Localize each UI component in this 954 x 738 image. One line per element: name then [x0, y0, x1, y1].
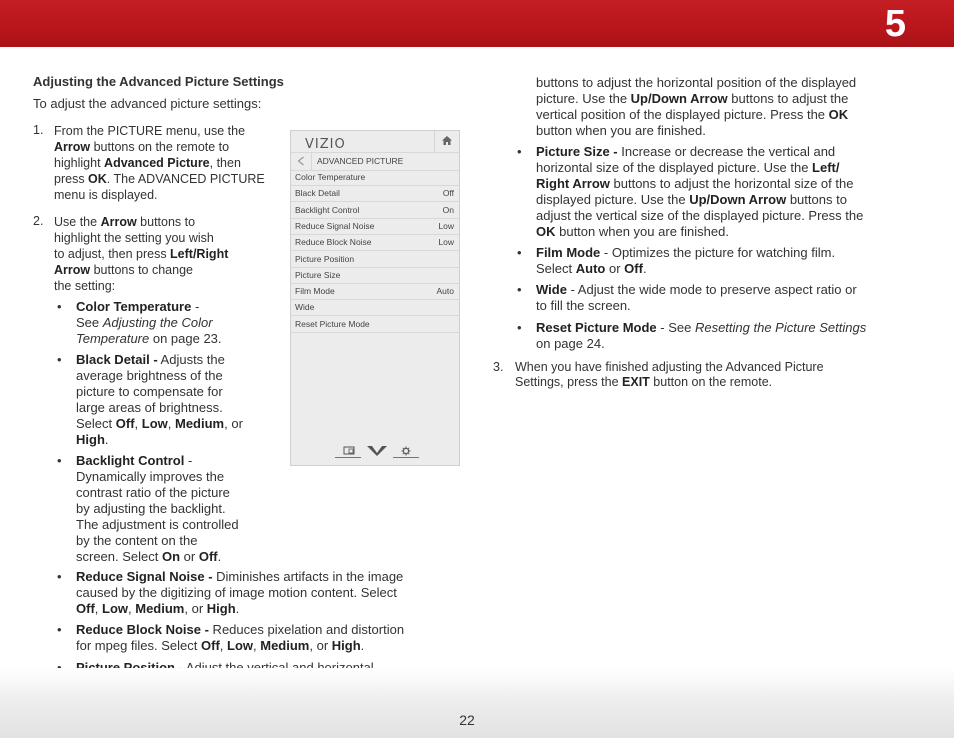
bullet-marker: • — [57, 569, 62, 584]
step-2-line: to adjust, then press Left/Right — [54, 247, 229, 261]
menu-item[interactable] — [291, 185, 459, 202]
menu-item[interactable] — [291, 234, 459, 251]
menu-item-label: Reduce Signal Noise — [295, 220, 375, 231]
bullet-picture-size: Picture Size - Increase or decrease the vertical and horizontal size of the displayed picture. Use the Left/ Right Arrow buttons to adjust the horizontal size of the displayed picture. Use the Up/Down Arrow buttons to adjust the vertical size of the displayed picture. Press the OK button when you are finished. — [536, 144, 864, 239]
bullet-marker: • — [517, 245, 522, 260]
menu-item[interactable] — [291, 316, 459, 333]
menu-item[interactable] — [291, 283, 459, 300]
bullet-marker: • — [57, 453, 62, 468]
menu-item-value: Low — [438, 237, 454, 248]
bullet-marker: • — [517, 320, 522, 335]
menu-item-label: Picture Position — [295, 253, 355, 264]
tv-menu-screenshot — [290, 130, 460, 466]
menu-item-label: Reduce Block Noise — [295, 237, 372, 248]
bullet-marker: • — [57, 622, 62, 637]
v-logo-icon — [366, 445, 388, 456]
menu-item-value: Off — [442, 188, 454, 199]
bullet-reduce-block-noise: Reduce Block Noise - Reduces pixelation and distortion for mpeg files. Select Off, Low, Medium, or High. — [76, 622, 405, 653]
step-2-text — [54, 214, 228, 294]
menu-item-value: Low — [438, 220, 454, 231]
menu-item[interactable] — [291, 218, 459, 235]
step-1-line: highlight Advanced Picture, then — [54, 156, 241, 170]
home-button[interactable] — [434, 131, 459, 152]
bullet-film-mode: Film Mode - Optimizes the picture for watching film. Select Auto or Off. — [536, 245, 836, 276]
menu-item[interactable] — [291, 299, 459, 316]
bullet-color-temperature: Color Temperature - See Adjusting the Color Temperature on page 23. — [76, 299, 222, 346]
bullet-reduce-signal-noise: Reduce Signal Noise - Diminishes artifacts in the image caused by the digitizing of image motion content. Select Off, Low, Medium, or High. — [76, 569, 404, 616]
menu-item[interactable] — [291, 202, 459, 219]
bullet-marker: • — [57, 299, 62, 314]
menu-item-value: Auto — [436, 286, 454, 297]
page-number-wrap — [0, 712, 954, 728]
step-2-line: Use the Arrow buttons to — [54, 215, 196, 229]
step-1-line: From the PICTURE menu, use the — [54, 124, 246, 138]
step-1-line: press OK. The ADVANCED PICTURE — [54, 172, 265, 186]
step-3-text: When you have finished adjusting the Advanced Picture Settings, press the EXIT button on the remote. — [515, 360, 824, 389]
menu-item[interactable] — [291, 169, 459, 186]
menu-item-label: Film Mode — [295, 286, 335, 297]
menu-item-label: Reset Picture Mode — [295, 318, 370, 329]
bullet-black-detail: Black Detail - Adjusts the average brightness of the picture to compensate for large areas of brightness. Select Off, Low, Medium, or High. — [76, 352, 243, 447]
chapter-number: 5 — [884, 3, 906, 45]
bullet-marker: • — [517, 144, 522, 159]
picture-position-continued: buttons to adjust the horizontal position of the displayed picture. Use the Up/Down Arrow buttons to adjust the vertical position of the displayed picture. Press the OK button when you are finished. — [536, 75, 857, 138]
step-2-number: 2. — [33, 214, 44, 228]
step-3-number: 3. — [493, 360, 504, 374]
intro-text: To adjust the advanced picture settings: — [33, 96, 262, 111]
bullet-reset-picture-mode: Reset Picture Mode - See Resetting the Picture Settings on page 24. — [536, 320, 867, 351]
vizio-brand: VIZIO — [305, 137, 346, 152]
menu-bottom-bar — [335, 445, 419, 459]
menu-item-label: Wide — [295, 302, 315, 313]
bullet-marker: • — [57, 352, 62, 367]
back-button[interactable] — [291, 153, 312, 170]
menu-item-label: Color Temperature — [295, 172, 366, 182]
page-number: 22 — [459, 712, 475, 728]
header-banner — [0, 0, 954, 47]
step-1-line: menu is displayed. — [54, 188, 158, 202]
step-2-line: highlight the setting you wish — [54, 231, 214, 245]
menu-item-label: Backlight Control — [295, 204, 360, 215]
wide-icon — [343, 446, 355, 455]
menu-item-value: On — [442, 204, 454, 215]
step-1-line: Arrow buttons on the remote to — [54, 140, 230, 154]
vizio-button[interactable] — [364, 445, 390, 457]
settings-button[interactable] — [393, 445, 419, 458]
bullet-wide: Wide - Adjust the wide mode to preserve aspect ratio or to fill the screen. — [536, 282, 857, 313]
back-arrow-icon — [297, 156, 305, 166]
section-heading: Adjusting the Advanced Picture Settings — [33, 74, 284, 89]
gear-icon — [401, 446, 411, 456]
wide-button[interactable] — [335, 445, 361, 458]
menu-item[interactable] — [291, 251, 459, 268]
step-1-number: 1. — [33, 123, 44, 137]
menu-title: ADVANCED PICTURE — [317, 156, 404, 166]
step-1-text — [54, 123, 265, 203]
menu-item[interactable] — [291, 267, 459, 284]
home-icon — [441, 135, 453, 146]
menu-item-label: Picture Size — [295, 269, 341, 280]
menu-item-label: Black Detail — [295, 188, 340, 199]
bullet-marker: • — [517, 282, 522, 297]
step-2-line: the setting: — [54, 279, 116, 293]
step-2-line: Arrow buttons to change — [54, 263, 193, 277]
bullet-backlight-control: Backlight Control - Dynamically improves the contrast ratio of the picture by adjusting the backlight. The adjustment is controlled by the content on the screen. Select On or Off. — [76, 453, 239, 564]
